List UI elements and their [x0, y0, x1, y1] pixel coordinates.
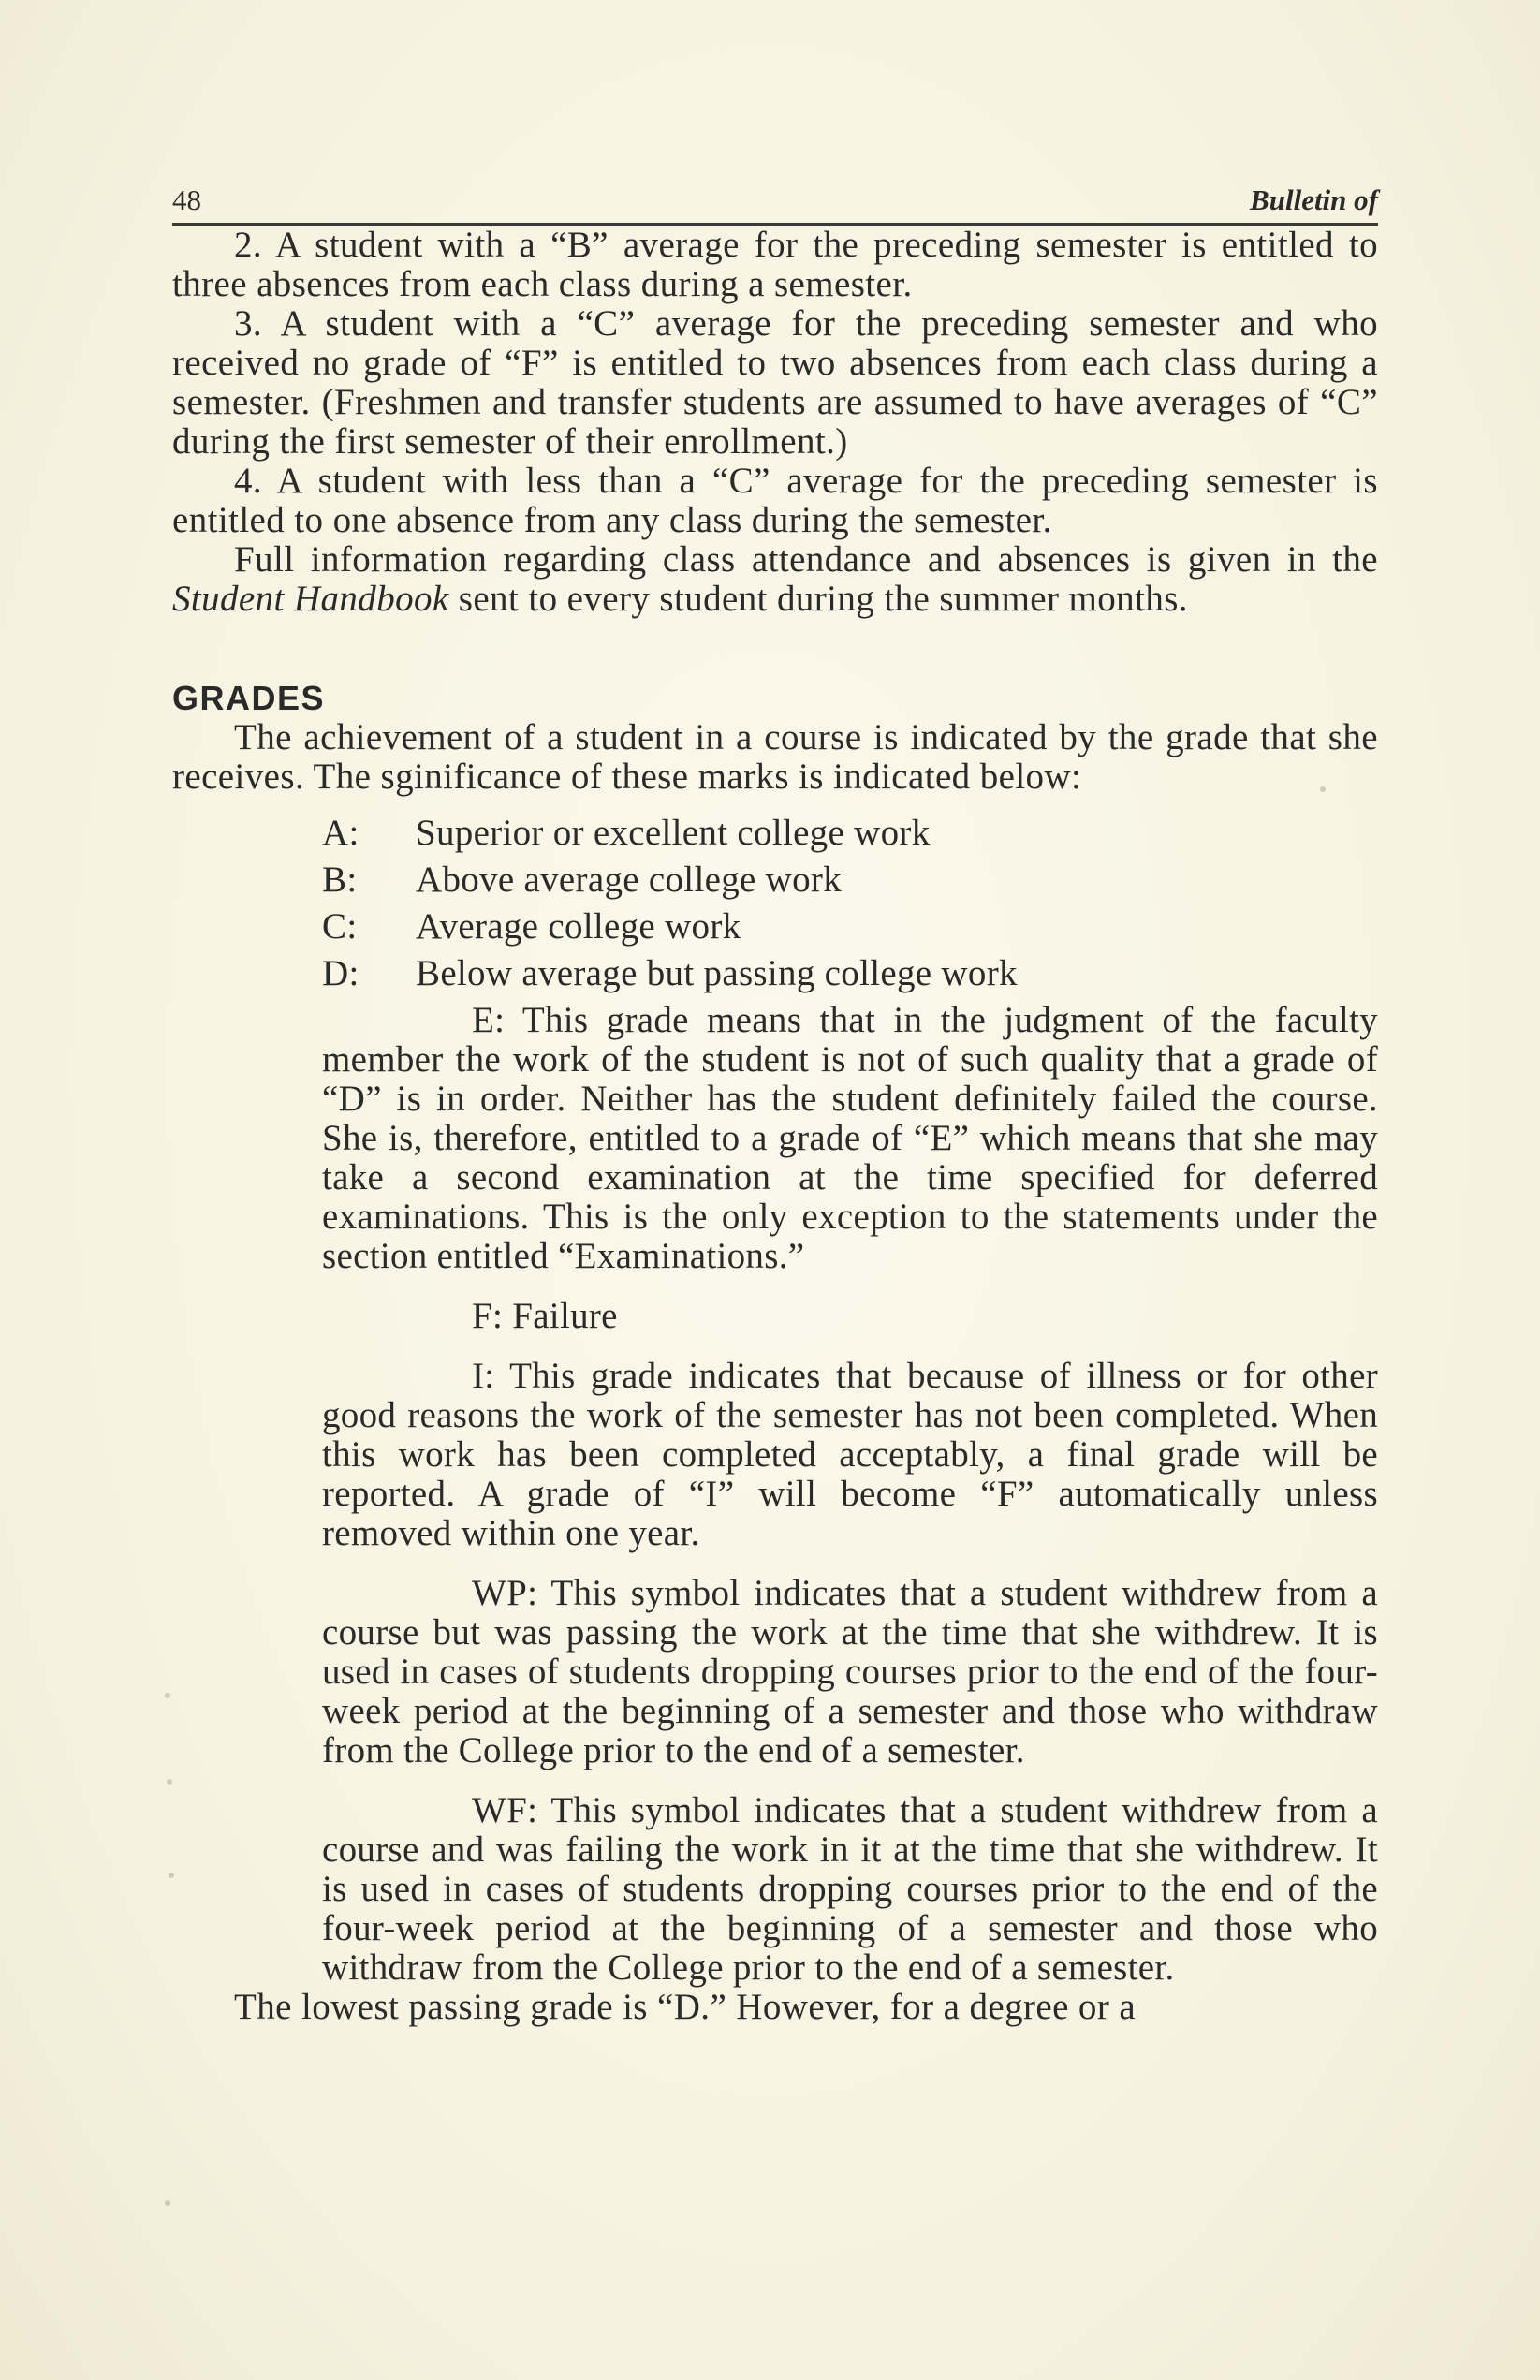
grade-code: WF:	[472, 1790, 538, 1830]
grade-item-wp	[172, 1574, 1378, 1770]
grade-item-i	[172, 1357, 1378, 1553]
running-title: Bulletin of	[1250, 184, 1378, 216]
running-head	[172, 178, 1378, 226]
grade-item-a: A: Superior or excellent college work	[322, 813, 931, 853]
section-heading-grades: GRADES	[172, 679, 326, 717]
grade-list	[172, 814, 1378, 1988]
paper-speck	[1320, 786, 1326, 792]
student-handbook-title: Student Handbook	[172, 579, 449, 619]
paper-speck	[169, 1873, 174, 1878]
grade-code: I:	[472, 1356, 495, 1396]
paper-speck	[165, 2200, 170, 2206]
grades-intro: The achievement of a student in a course is indicated by the grade that she receives. The sginificance of these marks is indicated below:	[172, 717, 1378, 797]
grade-item-f	[172, 1297, 1378, 1336]
page-content	[172, 178, 1378, 2027]
grade-item-d: D: Below average but passing college work	[322, 953, 1018, 993]
paper-speck	[167, 1779, 172, 1785]
grade-description: Failure	[512, 1296, 618, 1336]
grade-description: This grade means that in the judgment of the faculty member the work of the student is not of such quality that a grade of “D” is in order. Neither has the student definitely failed the course. She is, therefore, entitled to a grade of “E” which means that she may take a second examination at the time specified for deferred examinations. This is the only exception to the statements under the section entitled “Examinations.”	[322, 1000, 1378, 1276]
paragraph-rule-2: 2. A student with a “B” average for the preceding semester is entitled to three absences from each class during a semester.	[172, 225, 1378, 304]
grade-item-b: B: Above average college work	[322, 859, 843, 900]
grade-description: This symbol indicates that a student withdrew from a course and was failing the work in it at the time that she withdrew. It is used in cases of students dropping courses prior to the end of the four-week period at the beginning of a semester and those who withdraw from the College prior to the end of a semester.	[322, 1790, 1378, 1988]
grade-code: F:	[472, 1296, 504, 1336]
full-information-text-end: sent to every student during the summer months.	[448, 579, 1188, 619]
paragraph-full-information	[172, 540, 1378, 619]
grade-item-wf	[172, 1791, 1378, 1988]
grade-code: WP:	[472, 1573, 538, 1613]
grade-item-c: C: Average college work	[322, 906, 741, 947]
grade-description: Average college work	[416, 906, 741, 947]
grade-description: Below average but passing college work	[416, 953, 1018, 993]
closing-paragraph: The lowest passing grade is “D.” However, for a degree or a	[234, 1987, 1137, 2027]
paragraph-rule-3: 3. A student with a “C” average for the preceding semester and who received no grade of “F” is entitled to two absences from each class during a semester. (Freshmen and transfer students are assumed to have averages of “C” during the first semester of their enrollment.)	[172, 303, 1378, 462]
paragraph-rule-4: 4. A student with less than a “C” average for the preceding semester is entitled to one absence from any class during the semester.	[172, 461, 1378, 540]
grade-description: This symbol indicates that a student withdrew from a course but was passing the work at the time that she withdrew. It is used in cases of students dropping courses prior to the end of the four-week period at the beginning of a semester and those who withdraw from the College prior to the end of a semester.	[322, 1573, 1378, 1770]
grade-description: This grade indicates that because of illness or for other good reasons the work of the semester has not been completed. When this work has been completed acceptably, a final grade will be reported. A grade of “I” will become “F” automatically unless removed within one year.	[322, 1356, 1378, 1553]
paper-speck	[165, 1693, 170, 1698]
grade-description: Superior or excellent college work	[416, 813, 931, 853]
grade-item-e	[172, 1001, 1378, 1276]
full-information-text: Full information regarding class attendance and absences is given in the	[234, 539, 1378, 580]
grade-description: Above average college work	[416, 859, 843, 900]
page-number: 48	[172, 184, 201, 216]
grade-code: E:	[472, 1000, 506, 1040]
